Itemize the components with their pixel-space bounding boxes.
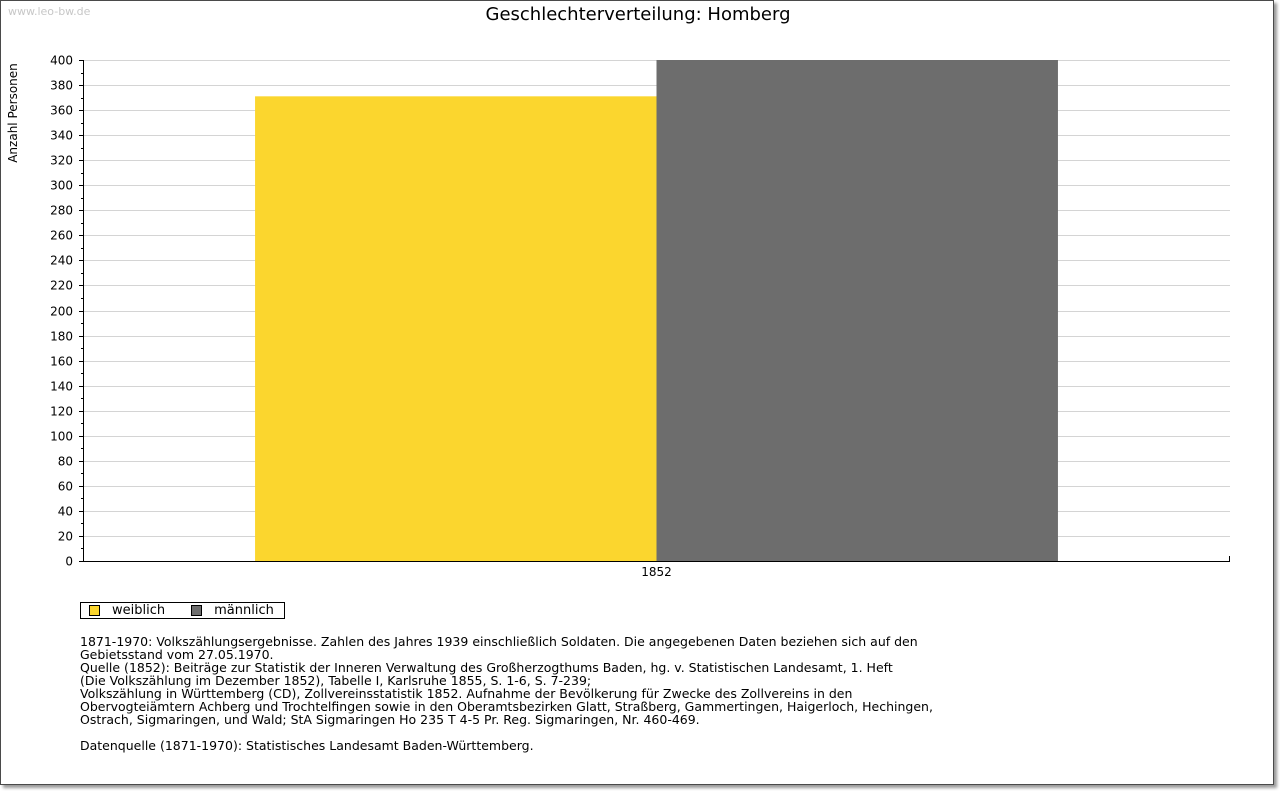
footnote-line: Quelle (1852): Beiträge zur Statistik der Inneren Verwaltung des Großherzogthums Baden, hg. v. Statistischen Landesamt, 1. Heft [80,660,893,675]
y-tick-label: 200 [50,304,73,319]
y-tick-label: 180 [50,329,73,344]
y-tick-label: 320 [50,153,73,168]
y-tick-label: 380 [50,78,73,93]
footnote-line: Gebietsstand vom 27.05.1970. [80,647,274,662]
y-tick-label: 340 [50,128,73,143]
y-axis-label: Anzahl Personen [6,63,20,163]
footnote-line: Volkszählung in Württemberg (CD), Zollvereinsstatistik 1852. Aufnahme der Bevölkerung für Zwecke des Zollvereins in den [80,686,853,701]
x-tick-label: 1852 [641,565,672,579]
bar-männlich [657,60,1058,561]
legend-swatch-weiblich [89,605,100,616]
data-source: Datenquelle (1871-1970): Statistisches Landesamt Baden-Württemberg. [80,738,534,753]
y-tick-label: 400 [50,53,73,68]
y-tick-label: 240 [50,253,73,268]
y-tick-label: 40 [57,504,73,519]
y-tick-label: 120 [50,404,73,419]
legend-label-weiblich: weiblich [112,603,166,618]
y-tick-label: 100 [50,429,73,444]
y-tick-label: 260 [50,228,73,243]
footnotes [80,635,933,752]
watermark: www.leo-bw.de [8,5,91,18]
y-tick-label: 20 [57,529,73,544]
footnote-line: 1871-1970: Volkszählungsergebnisse. Zahlen des Jahres 1939 einschließlich Soldaten. Die angegebenen Daten beziehen sich auf den [80,634,918,649]
legend-label-maennlich: männlich [214,603,274,618]
y-tick-label: 220 [50,278,73,293]
legend-swatch-maennlich [191,605,202,616]
y-tick-label: 60 [57,479,73,494]
y-tick-label: 360 [50,103,73,118]
legend-item-weiblich [89,603,165,618]
y-tick-label: 160 [50,354,73,369]
y-tick-label: 300 [50,178,73,193]
footnote-line: Obervogteiämtern Achberg und Trochtelfingen sowie in den Oberamtsbezirken Glatt, Straßberg, Gammertingen, Haigerloch, Hechingen, [80,699,933,714]
legend-item-maennlich [191,603,274,618]
footnote-line: Ostrach, Sigmaringen, und Wald; StA Sigmaringen Ho 235 T 4-5 Pr. Reg. Sigmaringen, Nr. 460-469. [80,712,700,727]
footnote-line: (Die Volkszählung im Dezember 1852), Tabelle I, Karlsruhe 1855, S. 1-6, S. 7-239; [80,673,592,688]
y-tick-label: 0 [65,554,73,569]
bar-weiblich [255,96,656,561]
y-tick-label: 80 [57,454,73,469]
legend [80,602,285,619]
chart-title: Geschlechterverteilung: Homberg [485,4,791,25]
y-tick-label: 140 [50,379,73,394]
y-tick-label: 280 [50,203,73,218]
